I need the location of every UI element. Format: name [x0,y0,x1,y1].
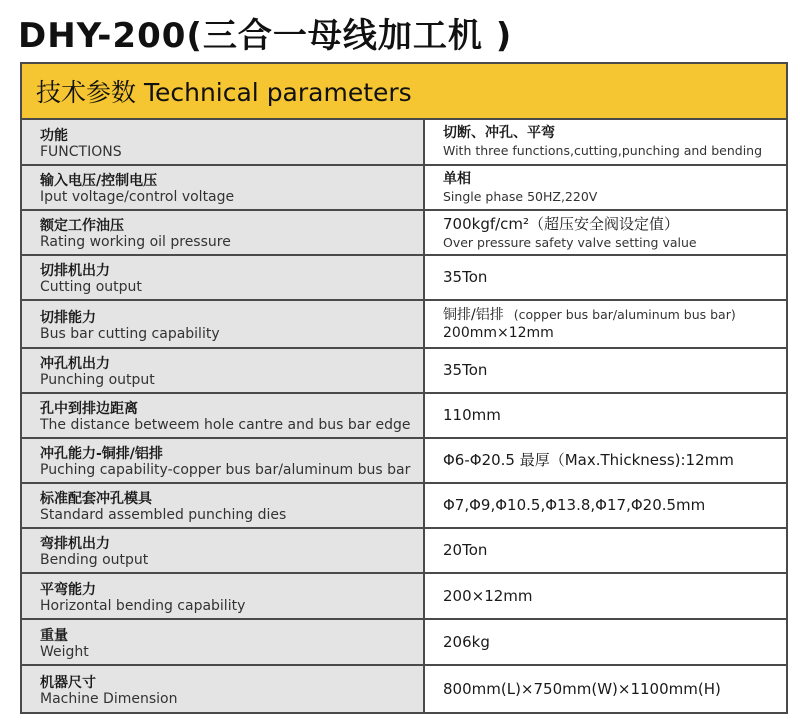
table-row [22,301,786,349]
param-value-size: 200mm×12mm [443,325,554,341]
table-row [22,394,786,439]
param-value-main: 800mm(L)×750mm(W)×1100mm(H) [443,679,721,698]
param-label [22,620,425,664]
param-label-en: Bus bar cutting capability [40,325,220,342]
table-row [22,666,786,712]
table-row [22,166,786,211]
param-label-en: FUNCTIONS [40,143,122,160]
param-value-main: 110mm [443,406,501,424]
param-label-en: Cutting output [40,279,142,295]
param-label-cn: 弯排机出力 [40,536,110,552]
param-label-cn: 冲孔能力-铜排/铝排 [40,446,163,462]
table-row [22,439,786,484]
param-value-main: Φ7,Φ9,Φ10.5,Φ13.8,Φ17,Φ20.5mm [443,496,706,514]
param-label [22,484,425,527]
param-label [22,166,425,209]
param-label-en: The distance betweem hole cantre and bus bar edge [40,417,411,433]
table-row [22,484,786,529]
param-value [425,620,786,664]
param-value-main: 单相 [443,170,471,187]
param-label-cn: 机器尺寸 [40,674,96,691]
param-label [22,301,425,347]
param-label-en: Weight [40,643,89,660]
param-value-main: 200×12mm [443,586,533,605]
param-value-sub: Single phase 50HZ,220V [443,188,598,204]
param-label [22,666,425,712]
table-row [22,256,786,301]
param-value-main: 20Ton [443,541,488,559]
param-value [425,394,786,437]
param-value [425,166,786,209]
table-row [22,349,786,394]
param-label [22,574,425,618]
param-label [22,349,425,392]
param-value [425,439,786,482]
table-row [22,574,786,620]
param-value [425,666,786,712]
param-label-en: Punching output [40,372,155,388]
param-label [22,439,425,482]
param-value-sub: With three functions,cutting,punching and bending [443,143,763,158]
table-row [22,120,786,166]
param-label-en: Puching capability-copper bus bar/aluminum bus bar [40,462,411,478]
param-label [22,529,425,572]
param-value [425,574,786,618]
param-value [425,120,786,164]
param-label-en: Standard assembled punching dies [40,507,287,523]
param-value-main [443,306,786,324]
param-value-main: Φ6-Φ20.5 最厚（Max.Thickness):12mm [443,451,734,469]
param-label-cn: 标准配套冲孔模具 [40,491,152,507]
param-value-main: 206kg [443,632,490,651]
param-label-cn: 切排能力 [40,309,96,326]
param-label-cn: 功能 [40,127,68,144]
param-value-material: 铜排/铝排 [443,307,504,323]
table-header: 技术参数 Technical parameters [22,64,786,120]
param-label-cn: 额定工作油压 [40,218,124,234]
param-value-main: 35Ton [443,361,488,379]
param-label-en: Rating working oil pressure [40,234,231,250]
param-label-en: Machine Dimension [40,690,178,707]
param-value [425,349,786,392]
param-label [22,394,425,437]
param-value [425,256,786,299]
param-value [425,529,786,572]
param-label [22,256,425,299]
param-value-main: 切断、冲孔、平弯 [443,125,555,141]
param-label-cn: 平弯能力 [40,581,96,598]
param-label-en: Iput voltage/control voltage [40,189,235,205]
param-label-en: Bending output [40,552,149,568]
param-label-cn: 重量 [40,627,68,644]
param-label-en: Horizontal bending capability [40,597,246,614]
param-label-cn: 冲孔机出力 [40,356,110,372]
param-value [425,484,786,527]
param-value-main: 700kgf/cm²（超压安全阀设定值） [443,214,680,233]
page-title: DHY-200(三合一母线加工机 ) [18,16,513,56]
param-label-cn: 切排机出力 [40,263,110,279]
param-value-main: 35Ton [443,268,488,286]
param-label-cn: 输入电压/控制电压 [40,173,158,189]
param-label [22,211,425,254]
table-row [22,529,786,574]
param-value-note: (copper bus bar/aluminum bus bar) [513,307,736,322]
table-row [22,211,786,256]
param-value-sub: Over pressure safety valve setting value [443,234,697,250]
parameters-table [20,62,788,714]
param-value [425,301,786,347]
table-row [22,620,786,666]
param-value [425,211,786,254]
param-label-cn: 孔中到排边距离 [40,401,138,417]
param-label [22,120,425,164]
